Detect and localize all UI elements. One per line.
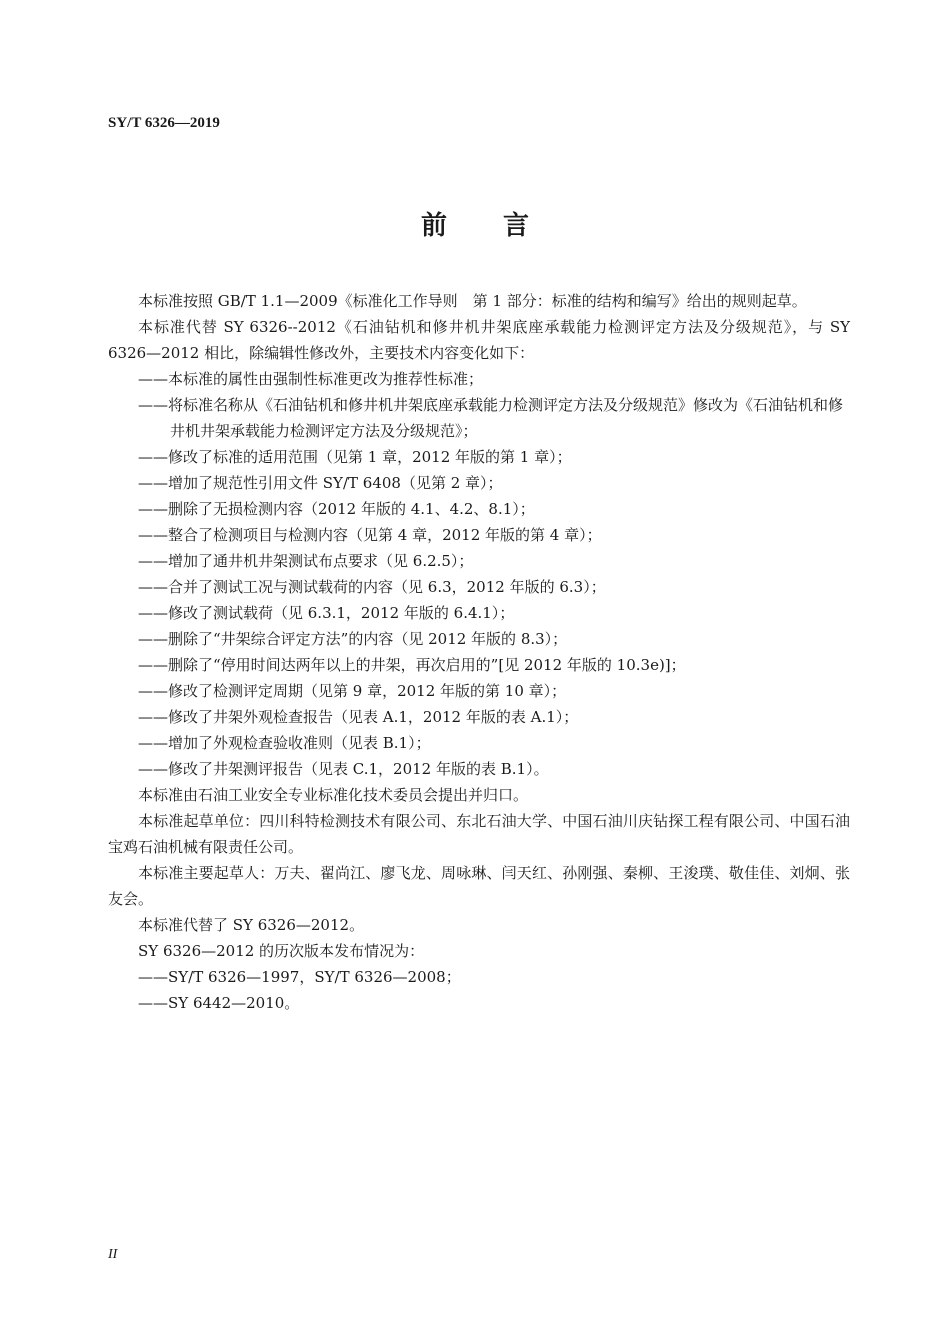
paragraph-supersedes: 本标准代替了 SY 6326—2012。 bbox=[138, 916, 365, 934]
page-title: 前言 bbox=[420, 211, 585, 241]
change-item: ——删除了无损检测内容（2012 年版的 4.1、4.2、8.1）； bbox=[138, 500, 535, 518]
history-item: ——SY 6442—2010。 bbox=[138, 994, 300, 1012]
change-item: ——增加了规范性引用文件 SY/T 6408（见第 2 章）； bbox=[138, 474, 503, 492]
paragraph-proposer: 本标准由石油工业安全专业标准化技术委员会提出并归口。 bbox=[138, 786, 529, 804]
change-item: ——删除了“停用时间达两年以上的井架，再次启用的”[见 2012 年版的 10.3e)]； bbox=[138, 656, 686, 674]
change-item: ——删除了“井架综合评定方法”的内容（见 2012 年版的 8.3）； bbox=[138, 630, 568, 648]
change-item: ——整合了检测项目与检测内容（见第 4 章，2012 年版的第 4 章）； bbox=[138, 526, 602, 544]
paragraph-drafting-units: 本标准起草单位：四川科特检测技术有限公司、东北石油大学、中国石油川庆钻探工程有限公司、中国石油宝鸡石油机械有限责任公司。 bbox=[108, 812, 850, 856]
change-item: ——修改了标准的适用范围（见第 1 章，2012 年版的第 1 章）； bbox=[138, 448, 572, 466]
paragraph-drafting-rules: 本标准按照 GB/T 1.1—2009《标准化工作导则 第 1 部分：标准的结构和编写》给出的规则起草。 bbox=[138, 292, 807, 310]
change-item: ——修改了井架外观检查报告（见表 A.1，2012 年版的表 A.1）； bbox=[138, 708, 579, 726]
paragraph-replacement: 本标准代替 SY 6326--2012《石油钻机和修井机井架底座承载能力检测评定方法及分级规范》，与 SY 6326—2012 相比，除编辑性修改外，主要技术内容变化如下： bbox=[108, 318, 850, 362]
history-item: ——SY/T 6326—1997，SY/T 6326—2008； bbox=[138, 968, 461, 986]
change-item: ——本标准的属性由强制性标准更改为推荐性标准； bbox=[138, 370, 484, 388]
change-item: ——修改了井架测评报告（见表 C.1，2012 年版的表 B.1）。 bbox=[138, 760, 549, 778]
change-item: ——增加了外观检查验收准则（见表 B.1）； bbox=[138, 734, 431, 752]
change-item: ——修改了检测评定周期（见第 9 章，2012 年版的第 10 章）； bbox=[138, 682, 567, 700]
change-item: ——将标准名称从《石油钻机和修井机井架底座承载能力检测评定方法及分级规范》修改为《石油钻机和修井机井架承载能力检测评定方法及分级规范》； bbox=[138, 396, 844, 440]
change-item: ——修改了测试载荷（见 6.3.1，2012 年版的 6.4.1）； bbox=[138, 604, 515, 622]
paragraph-history-intro: SY 6326—2012 的历次版本发布情况为： bbox=[138, 942, 425, 960]
change-item: ——增加了通井机井架测试布点要求（见 6.2.5）； bbox=[138, 552, 474, 570]
paragraph-drafters: 本标准主要起草人：万夫、翟尚江、廖飞龙、周咏琳、闫天红、孙刚强、秦柳、王浚璞、敬佳佳、刘炯、张友会。 bbox=[108, 864, 850, 908]
change-item: ——合并了测试工况与测试载荷的内容（见 6.3，2012 年版的 6.3）； bbox=[138, 578, 606, 596]
standard-number: SY/T 6326—2019 bbox=[108, 115, 220, 131]
foreword-body bbox=[108, 288, 850, 1016]
page-number: II bbox=[108, 1247, 118, 1262]
